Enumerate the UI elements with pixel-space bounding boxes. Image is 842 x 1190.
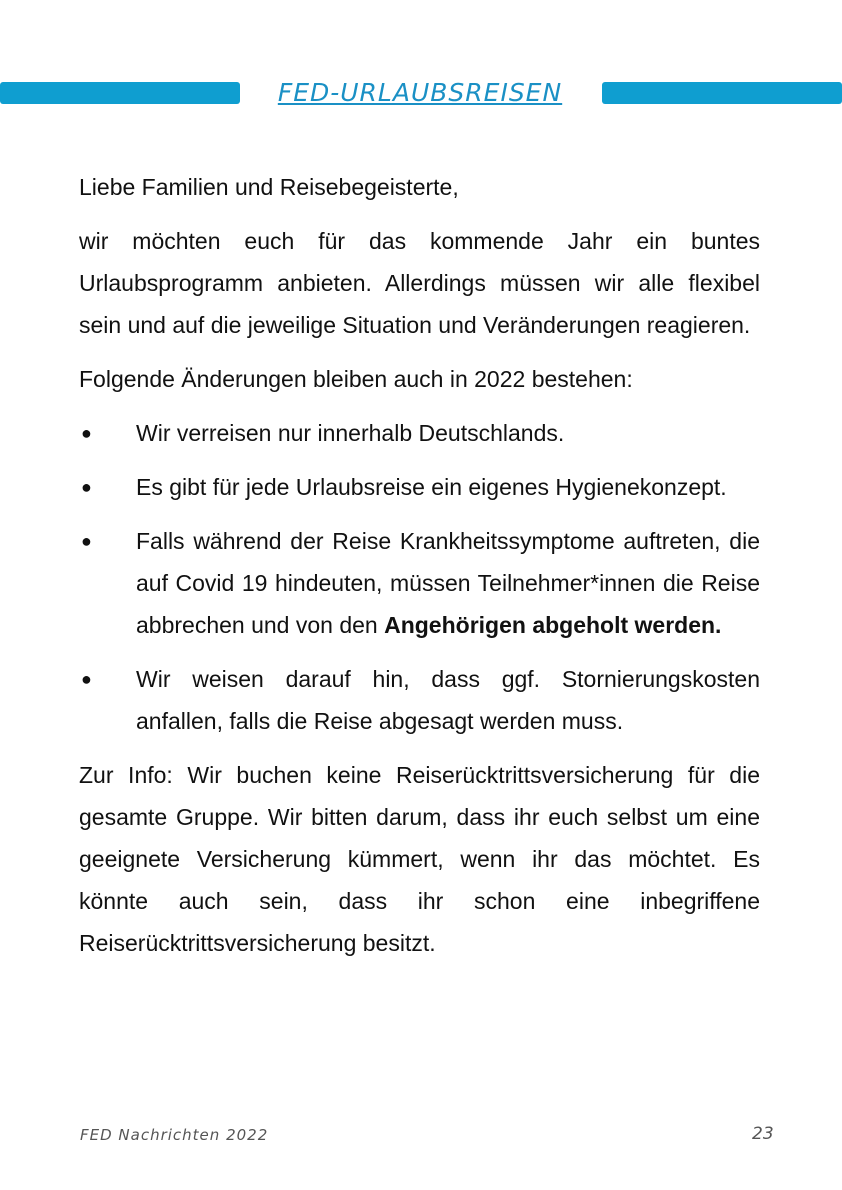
info-paragraph: Zur Info: Wir buchen keine Reiserücktrittsversicherung für die gesamte Gruppe. Wir bitten darum, dass ihr euch selbst um eine geeignete Versicherung kümmert, wenn ihr das möchtet. Es könnte auch sein, dass ihr schon eine inbegriffene Reiserücktrittsversicherung besitzt. bbox=[79, 762, 760, 956]
list-item-text: Falls während der Reise Krankheitssymptome auftreten, die auf Covid 19 hindeuten, müssen Teilnehmer*innen die Reise abbrechen und von den bbox=[136, 528, 760, 638]
intro-paragraph: wir möchten euch für das kommende Jahr ein buntes Urlaubsprogramm anbieten. Allerdings müssen wir alle flexibel sein und auf die jeweilige Situation und Veränderungen reagieren. bbox=[79, 228, 760, 338]
page-number: 23 bbox=[752, 1124, 774, 1144]
page-title: FED-URLAUBSREISEN bbox=[277, 78, 563, 107]
bullet-icon: ● bbox=[81, 531, 92, 551]
list-item-text: Wir verreisen nur innerhalb Deutschlands. bbox=[136, 420, 565, 446]
header-bar-right bbox=[602, 82, 842, 104]
list-item-text: Wir weisen darauf hin, dass ggf. Stornierungskosten anfallen, falls die Reise abgesagt werden muss. bbox=[136, 666, 760, 734]
list-item-text: Es gibt für jede Urlaubsreise ein eigenes Hygienekonzept. bbox=[136, 474, 727, 500]
list-item bbox=[79, 466, 760, 508]
changes-heading: Folgende Änderungen bleiben auch in 2022 bestehen: bbox=[79, 366, 633, 392]
list-item bbox=[79, 520, 760, 646]
changes-list bbox=[79, 412, 760, 742]
list-item bbox=[79, 658, 760, 742]
list-item-bold-text: Angehörigen abgeholt werden. bbox=[384, 612, 722, 638]
bullet-icon: ● bbox=[81, 477, 92, 497]
article-body bbox=[79, 166, 760, 976]
list-item bbox=[79, 412, 760, 454]
bullet-icon: ● bbox=[81, 669, 92, 689]
bullet-icon: ● bbox=[81, 423, 92, 443]
header-bar-left bbox=[0, 82, 240, 104]
greeting-paragraph: Liebe Familien und Reisebegeisterte, bbox=[79, 174, 459, 200]
footer-publication: FED Nachrichten 2022 bbox=[80, 1126, 269, 1144]
